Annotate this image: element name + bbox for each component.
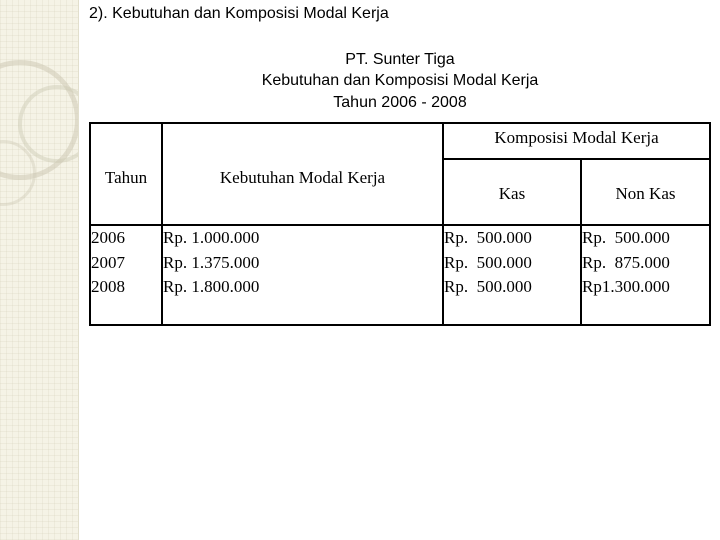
kas-value: Rp. 500.000	[444, 277, 532, 296]
non-kas-value: Rp. 875.000	[582, 252, 670, 272]
slide-heading: 2). Kebutuhan dan Komposisi Modal Kerja	[89, 5, 389, 22]
year-value: 2007	[91, 252, 125, 272]
kebutuhan-value: Rp. 1.000.000	[163, 228, 260, 247]
header-komposisi-label: Komposisi Modal Kerja	[494, 128, 659, 147]
kebutuhan-cell	[162, 225, 443, 325]
header-kas	[443, 159, 581, 225]
kebutuhan-value: Rp. 1.375.000	[163, 252, 260, 272]
header-non-kas	[581, 159, 710, 225]
report-period: Tahun 2006 - 2008	[333, 94, 467, 111]
report-title: Kebutuhan dan Komposisi Modal Kerja	[261, 72, 539, 89]
header-non-kas-label: Non Kas	[615, 184, 676, 203]
non-kas-value: Rp. 500.000	[582, 228, 670, 247]
year-value: 2006	[91, 228, 125, 247]
header-kebutuhan	[162, 123, 443, 225]
decorative-side-panel	[0, 0, 79, 540]
header-komposisi	[443, 123, 710, 159]
kas-value: Rp. 500.000	[444, 228, 532, 247]
years-cell	[90, 225, 162, 325]
header-kebutuhan-label: Kebutuhan Modal Kerja	[219, 168, 386, 187]
year-value: 2008	[91, 277, 125, 296]
kebutuhan-value: Rp. 1.800.000	[163, 277, 260, 296]
kas-cell	[443, 225, 581, 325]
table-header-row	[90, 123, 710, 159]
header-kas-label: Kas	[498, 184, 526, 203]
kas-value: Rp. 500.000	[444, 252, 532, 272]
header-tahun-label: Tahun	[104, 168, 148, 187]
non-kas-value: Rp1.300.000	[582, 277, 670, 296]
company-name: PT. Sunter Tiga	[345, 51, 455, 68]
non-kas-cell	[581, 225, 710, 325]
working-capital-table	[89, 122, 711, 326]
table-body-row	[90, 225, 710, 325]
header-tahun	[90, 123, 162, 225]
